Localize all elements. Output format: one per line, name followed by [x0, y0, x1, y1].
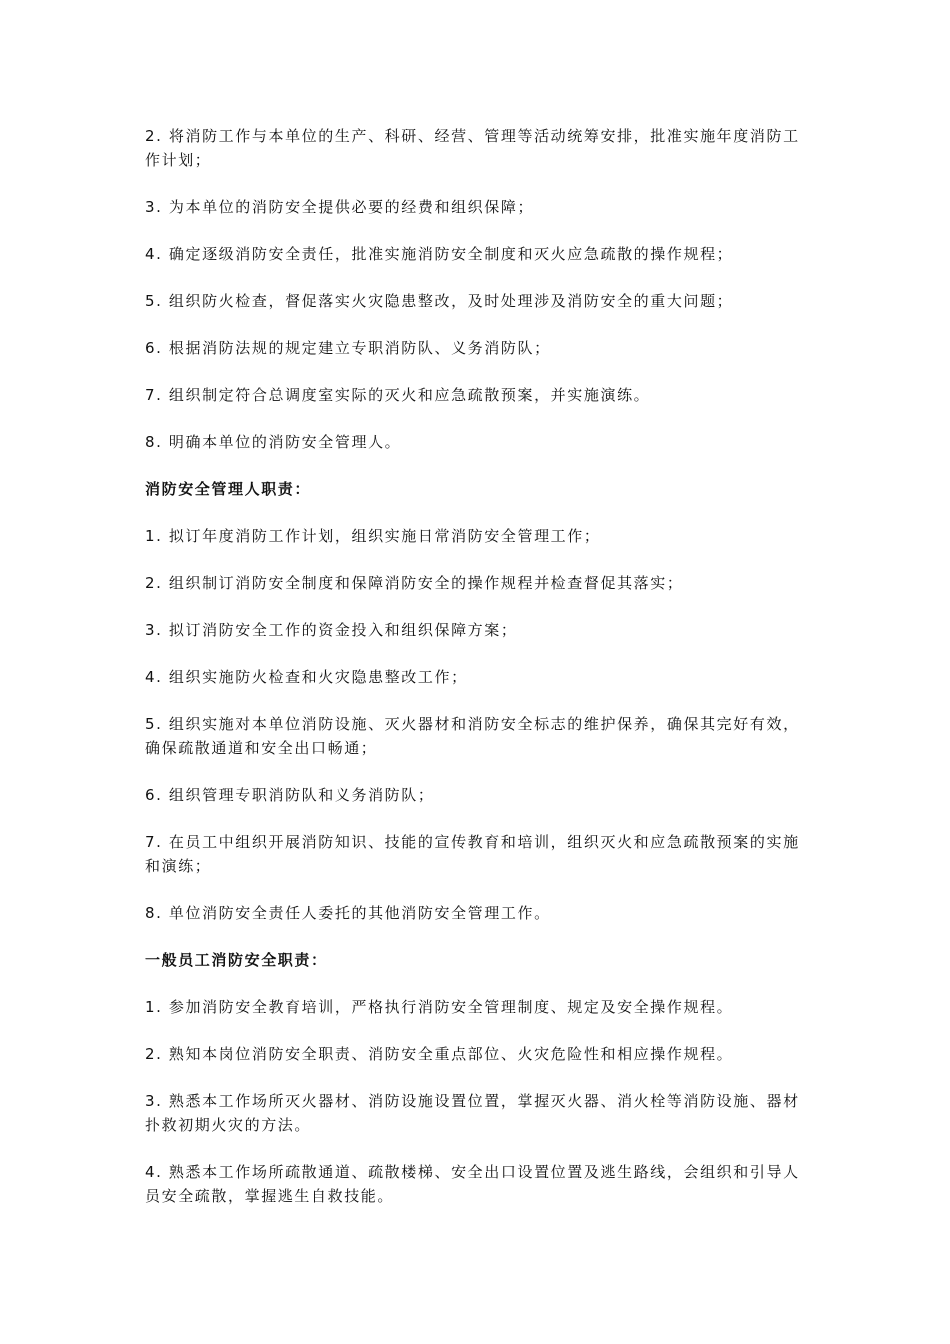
list-item: 2. 将消防工作与本单位的生产、科研、经营、管理等活动统筹安排，批准实施年度消防工作计划；	[145, 127, 800, 169]
list-item: 7. 在员工中组织开展消防知识、技能的宣传教育和培训，组织灭火和应急疏散预案的实施和演练；	[145, 833, 800, 875]
list-item: 3. 为本单位的消防安全提供必要的经费和组织保障；	[145, 198, 535, 216]
section-heading-manager: 消防安全管理人职责：	[145, 480, 312, 498]
list-item: 7. 组织制定符合总调度室实际的灭火和应急疏散预案，并实施演练。	[145, 386, 651, 404]
list-item: 4. 确定逐级消防安全责任，批准实施消防安全制度和灭火应急疏散的操作规程；	[145, 245, 734, 263]
document-page	[145, 124, 810, 1231]
list-item: 4. 熟悉本工作场所疏散通道、疏散楼梯、安全出口设置位置及逃生路线，会组织和引导人员安全疏散，掌握逃生自救技能。	[145, 1163, 800, 1205]
list-item: 2. 组织制订消防安全制度和保障消防安全的操作规程并检查督促其落实；	[145, 574, 684, 592]
list-item: 1. 参加消防安全教育培训，严格执行消防安全管理制度、规定及安全操作规程。	[145, 998, 734, 1016]
list-item: 3. 拟订消防安全工作的资金投入和组织保障方案；	[145, 621, 518, 639]
list-item: 1. 拟订年度消防工作计划，组织实施日常消防安全管理工作；	[145, 527, 601, 545]
list-item: 8. 单位消防安全责任人委托的其他消防安全管理工作。	[145, 904, 551, 922]
section-heading-staff: 一般员工消防安全职责：	[145, 951, 328, 969]
list-item: 5. 组织实施对本单位消防设施、灭火器材和消防安全标志的维护保养，确保其完好有效，确保疏散通道和安全出口畅通；	[145, 715, 800, 757]
list-item: 2. 熟知本岗位消防安全职责、消防安全重点部位、火灾危险性和相应操作规程。	[145, 1045, 734, 1063]
list-item: 5. 组织防火检查，督促落实火灾隐患整改，及时处理涉及消防安全的重大问题；	[145, 292, 734, 310]
list-item: 4. 组织实施防火检查和火灾隐患整改工作；	[145, 668, 468, 686]
list-item: 3. 熟悉本工作场所灭火器材、消防设施设置位置，掌握灭火器、消火栓等消防设施、器材扑救初期火灾的方法。	[145, 1092, 800, 1134]
list-item: 6. 根据消防法规的规定建立专职消防队、义务消防队；	[145, 339, 551, 357]
list-item: 8. 明确本单位的消防安全管理人。	[145, 433, 402, 451]
list-item: 6. 组织管理专职消防队和义务消防队；	[145, 786, 435, 804]
